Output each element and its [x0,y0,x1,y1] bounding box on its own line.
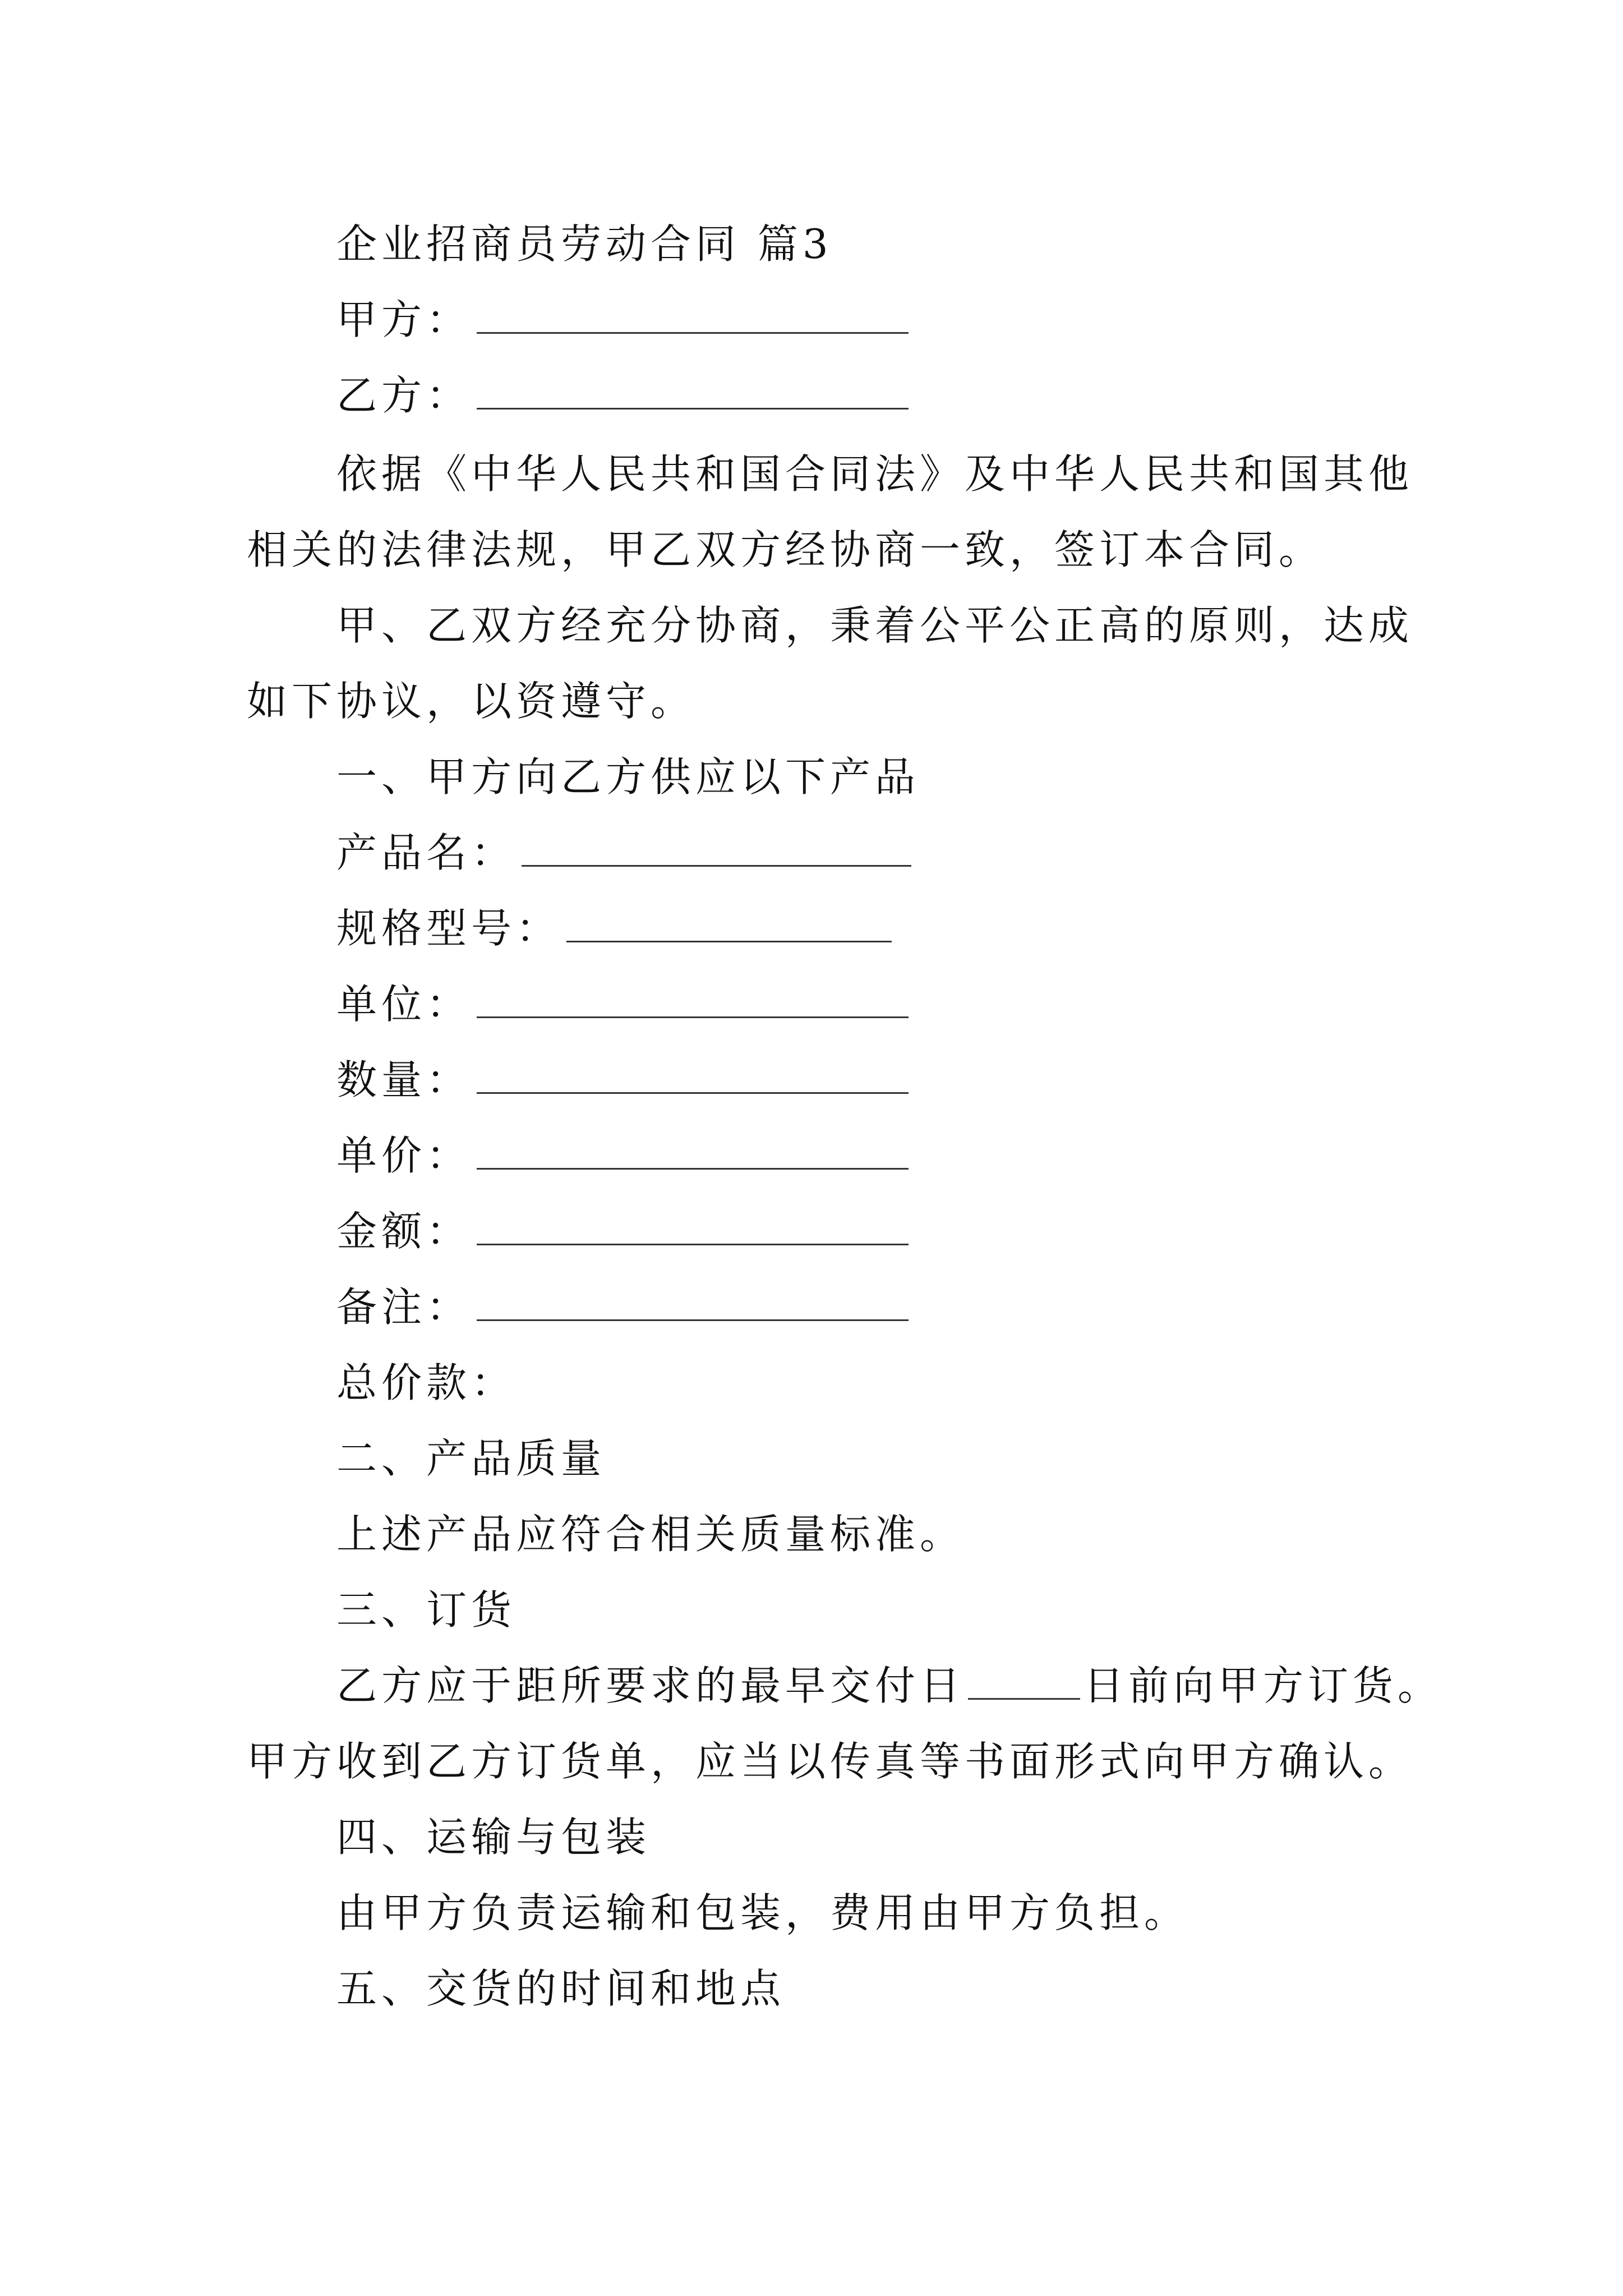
quantity-label: 数量： [336,1056,472,1103]
total-price-row: 总价款： [336,1359,517,1406]
amount-row [336,1203,909,1259]
party-b-row [336,367,909,424]
product-name-row [336,825,911,881]
party-b-blank [477,373,909,409]
order-line-2: 甲方收到乙方订货单，应当以传真等书面形式向甲方确认。 [247,1738,1414,1785]
unit-blank [477,982,909,1018]
section-2-heading: 二、产品质量 [336,1435,606,1482]
section-4-heading: 四、运输与包装 [336,1814,651,1861]
unit-label: 单位： [336,981,472,1028]
order-days-blank [968,1663,1080,1700]
quality-text: 上述产品应符合相关质量标准。 [336,1511,965,1558]
order-text-b: 日前向甲方订货。 [1083,1662,1443,1709]
order-line-1 [336,1658,1442,1714]
agreement-line-1: 甲、乙双方经充分协商，秉着公平公正高的原则，达成 [336,602,1414,649]
unit-price-label: 单价： [336,1132,472,1179]
section-1-heading: 一、甲方向乙方供应以下产品 [336,753,920,800]
party-a-blank [477,297,909,334]
quantity-blank [477,1057,909,1094]
remarks-blank [477,1285,909,1321]
transport-text: 由甲方负责运输和包装，费用由甲方负担。 [336,1889,1189,1936]
product-name-blank [522,830,911,867]
remarks-row [336,1279,909,1335]
agreement-line-2: 如下协议，以资遵守。 [247,678,696,725]
amount-label: 金额： [336,1208,472,1255]
unit-row [336,976,909,1032]
document-title [336,216,833,272]
basis-line-2: 相关的法律法规，甲乙双方经协商一致，签订本合同。 [247,526,1324,573]
party-a-row [336,292,909,348]
spec-model-label: 规格型号： [336,905,561,952]
quantity-row [336,1052,909,1108]
basis-line-1: 依据《中华人民共和国合同法》及中华人民共和国其他 [336,450,1414,498]
section-3-heading: 三、订货 [336,1586,517,1634]
party-b-label: 乙方： [336,372,472,419]
product-name-label: 产品名： [336,829,517,876]
amount-blank [477,1209,909,1245]
title-text: 企业招商员劳动合同 篇3 [336,220,833,268]
unit-price-row [336,1128,909,1184]
spec-model-row [336,900,892,956]
section-5-heading: 五、交货的时间和地点 [336,1965,786,2012]
spec-model-blank [566,906,892,942]
party-a-label: 甲方： [336,296,472,343]
remarks-label: 备注： [336,1283,472,1331]
unit-price-blank [477,1133,909,1170]
order-text-a: 乙方应于距所要求的最早交付日 [336,1662,965,1709]
